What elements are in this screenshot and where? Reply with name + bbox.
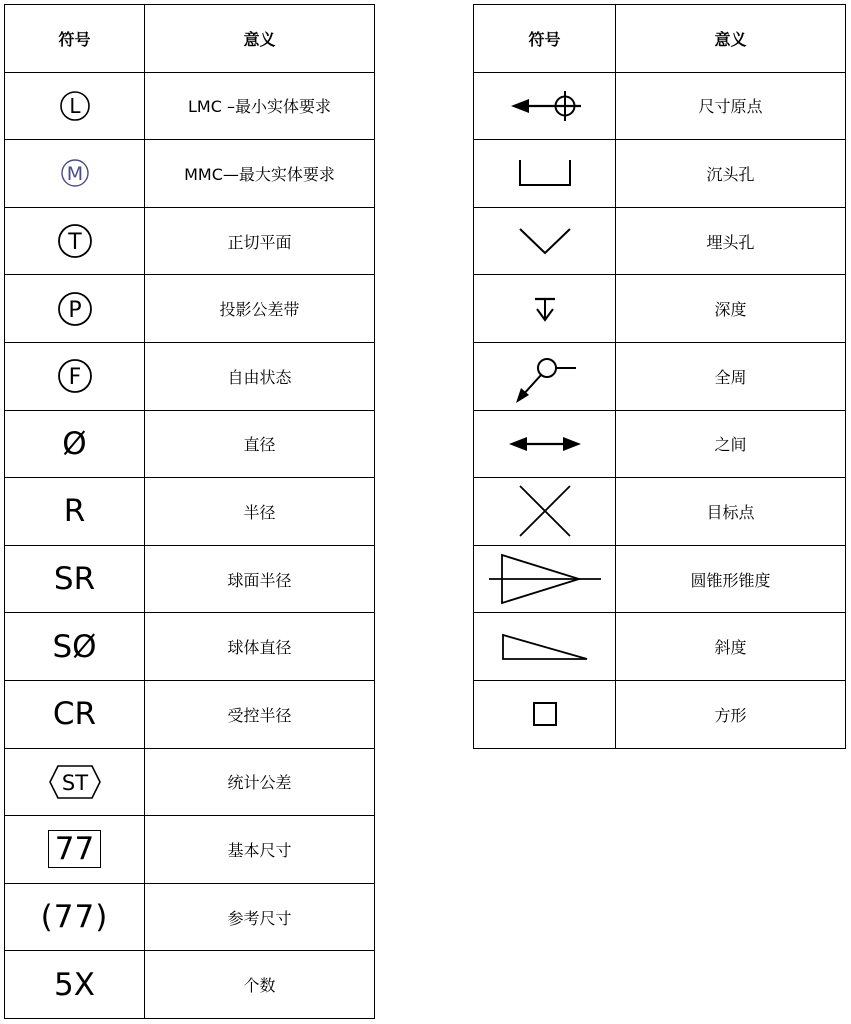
- table-cell-meaning: LMC –最小实体要求: [145, 72, 375, 140]
- table-row: [5, 680, 375, 748]
- table-row: [474, 613, 846, 681]
- svg-text:ST: ST: [61, 770, 88, 795]
- square-icon: [474, 680, 616, 748]
- right-symbol-table: [473, 4, 846, 749]
- table-row: [5, 816, 375, 884]
- spherical-diameter-icon: SØ: [5, 613, 145, 681]
- tangent-plane-icon: [5, 207, 145, 275]
- symbol-column-header: 符号: [474, 5, 616, 73]
- free-state-icon: [5, 342, 145, 410]
- table-cell-meaning: MMC—最大实体要求: [145, 140, 375, 208]
- table-cell-meaning: 基本尺寸: [145, 816, 375, 884]
- radius-icon: R: [5, 478, 145, 546]
- table-row: [5, 342, 375, 410]
- slope-icon: [474, 613, 616, 681]
- target-point-icon: [474, 478, 616, 546]
- left-symbol-table: [4, 4, 375, 1019]
- table-cell-meaning: 正切平面: [145, 207, 375, 275]
- depth-icon: [474, 275, 616, 343]
- svg-text:T: T: [67, 230, 82, 256]
- table-header-row: [5, 5, 375, 73]
- conical-taper-icon: [474, 545, 616, 613]
- table-cell-meaning: 沉头孔: [616, 140, 846, 208]
- counterbore-icon: [474, 140, 616, 208]
- table-cell-meaning: 深度: [616, 275, 846, 343]
- between-icon: [474, 410, 616, 478]
- svg-text:L: L: [68, 93, 81, 118]
- table-cell-meaning: 半径: [145, 478, 375, 546]
- table-cell-meaning: 目标点: [616, 478, 846, 546]
- table-cell-meaning: 直径: [145, 410, 375, 478]
- meaning-column-header: 意义: [145, 5, 375, 73]
- table-cell-meaning: 受控半径: [145, 680, 375, 748]
- table-cell-meaning: 尺寸原点: [616, 72, 846, 140]
- table-row: [474, 342, 846, 410]
- controlled-radius-icon: CR: [5, 680, 145, 748]
- table-row: [5, 545, 375, 613]
- meaning-column-header: 意义: [616, 5, 846, 73]
- table-cell-meaning: 斜度: [616, 613, 846, 681]
- projected-tolerance-icon: [5, 275, 145, 343]
- table-header-row: [474, 5, 846, 73]
- table-row: [5, 613, 375, 681]
- table-row: [474, 72, 846, 140]
- table-row: [5, 883, 375, 951]
- table-row: [474, 140, 846, 208]
- table-row: [474, 478, 846, 546]
- table-cell-meaning: 圆锥形锥度: [616, 545, 846, 613]
- diameter-icon: Ø: [5, 410, 145, 478]
- svg-text:M: M: [66, 163, 83, 186]
- reference-dimension-icon: (77): [5, 883, 145, 951]
- table-row: [5, 72, 375, 140]
- table-cell-meaning: 之间: [616, 410, 846, 478]
- table-row: [5, 951, 375, 1019]
- table-row: [474, 545, 846, 613]
- table-row: [5, 748, 375, 816]
- table-cell-meaning: 球面半径: [145, 545, 375, 613]
- table-row: [5, 410, 375, 478]
- svg-text:P: P: [67, 297, 82, 323]
- places-icon: 5X: [5, 951, 145, 1019]
- countersink-icon: [474, 207, 616, 275]
- mmc-icon: [5, 140, 145, 208]
- lmc-icon: [5, 72, 145, 140]
- table-row: [474, 275, 846, 343]
- table-row: [474, 410, 846, 478]
- table-row: [5, 478, 375, 546]
- table-cell-meaning: 球体直径: [145, 613, 375, 681]
- statistical-tolerance-icon: [5, 748, 145, 816]
- table-cell-meaning: 参考尺寸: [145, 883, 375, 951]
- spherical-radius-icon: SR: [5, 545, 145, 613]
- table-cell-meaning: 全周: [616, 342, 846, 410]
- all-around-icon: [474, 342, 616, 410]
- table-row: [474, 680, 846, 748]
- table-cell-meaning: 自由状态: [145, 342, 375, 410]
- table-cell-meaning: 投影公差带: [145, 275, 375, 343]
- table-row: [474, 207, 846, 275]
- table-cell-meaning: 个数: [145, 951, 375, 1019]
- svg-text:F: F: [68, 365, 81, 391]
- table-cell-meaning: 埋头孔: [616, 207, 846, 275]
- table-cell-meaning: 统计公差: [145, 748, 375, 816]
- dimension-origin-icon: [474, 72, 616, 140]
- table-row: [5, 275, 375, 343]
- table-cell-meaning: 方形: [616, 680, 846, 748]
- table-row: [5, 140, 375, 208]
- table-row: [5, 207, 375, 275]
- symbol-column-header: 符号: [5, 5, 145, 73]
- basic-dimension-icon: 77: [5, 816, 145, 884]
